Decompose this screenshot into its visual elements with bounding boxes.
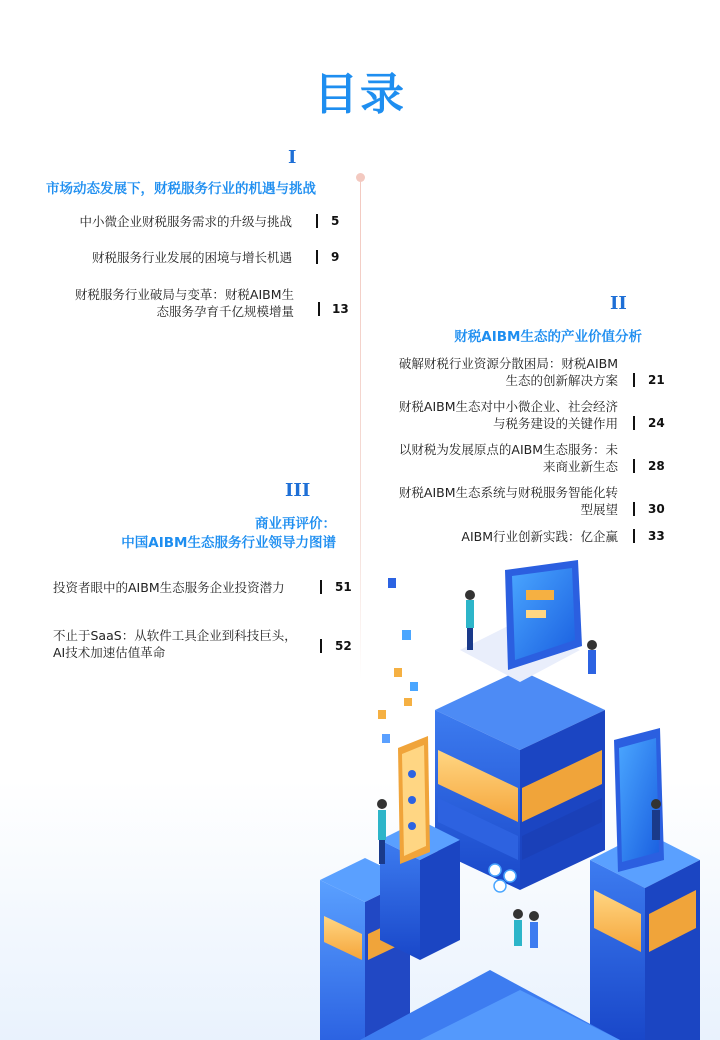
section-3-title-line: 中国AIBM生态服务行业领导力图谱 <box>121 535 336 551</box>
section-3-title <box>40 515 336 553</box>
toc-page-2-4[interactable]: 30 <box>648 502 665 516</box>
toc-page-2-1[interactable]: 21 <box>648 373 665 387</box>
right-tower <box>590 728 700 1040</box>
toc-page-1-3[interactable]: 13 <box>332 302 349 316</box>
toc-entry-3-2[interactable] <box>53 627 315 661</box>
phone-panel <box>398 736 430 864</box>
toc-page-3-1[interactable]: 51 <box>335 580 352 594</box>
toc-page-2-3[interactable]: 28 <box>648 459 665 473</box>
floating-cubes <box>378 578 418 743</box>
toc-entry-line: 不止于SaaS：从软件工具企业到科技巨头， <box>53 628 297 643</box>
toc-entry-2-5[interactable]: AIBM行业创新实践：亿企赢 <box>461 529 618 544</box>
toc-entry-line: 态服务孕育千亿规模增量 <box>156 304 294 319</box>
page-separator <box>633 373 635 387</box>
toc-entry-1-2[interactable]: 财税服务行业发展的困境与增长机遇 <box>91 250 292 265</box>
section-1-title: 市场动态发展下，财税服务行业的机遇与挑战 <box>46 181 316 197</box>
toc-entry-line: 财税AIBM生态系统与财税服务智能化转 <box>398 485 618 500</box>
toc-entry-line: 财税服务行业破局与变革：财税AIBM生 <box>74 287 294 302</box>
toc-page-1-1[interactable]: 5 <box>331 214 340 228</box>
section-2-numeral: II <box>610 293 627 314</box>
divider-dot <box>356 173 365 182</box>
toc-entry-3-1[interactable]: 投资者眼中的AIBM生态服务企业投资潜力 <box>53 580 285 595</box>
section-2-title: 财税AIBM生态的产业价值分析 <box>454 329 642 345</box>
page-separator <box>633 416 635 430</box>
toc-entry-1-3[interactable] <box>30 286 294 320</box>
toc-entry-line: 生态的创新解决方案 <box>505 373 618 388</box>
toc-entry-line: 财税AIBM生态对中小微企业、社会经济 <box>398 399 618 414</box>
section-3-title-line: 商业再评价： <box>255 516 336 532</box>
toc-page-2-5[interactable]: 33 <box>648 529 665 543</box>
toc-entry-2-2[interactable] <box>372 398 618 432</box>
section-3-numeral: III <box>285 480 311 501</box>
section-1-numeral: I <box>288 147 297 168</box>
page-separator <box>318 302 320 316</box>
toc-entry-2-4[interactable] <box>372 484 618 518</box>
page-separator <box>633 502 635 516</box>
isometric-data-center-illustration <box>320 560 720 1040</box>
toc-entry-2-1[interactable] <box>372 355 618 389</box>
toc-entry-line: 来商业新生态 <box>542 459 618 474</box>
page-title: 目录 <box>314 69 406 120</box>
toc-page-2-2[interactable]: 24 <box>648 416 665 430</box>
toc-entry-2-3[interactable] <box>372 441 618 475</box>
page-separator <box>316 214 318 228</box>
toc-entry-line: AI技术加速估值革命 <box>53 645 166 660</box>
toc-entry-line: 型展望 <box>580 502 618 517</box>
toc-entry-line: 以财税为发展原点的AIBM生态服务：未 <box>398 442 618 457</box>
toc-entry-line: 与税务建设的关键作用 <box>492 416 618 431</box>
toc-entry-1-1[interactable]: 中小微企业财税服务需求的升级与挑战 <box>79 214 292 229</box>
page-separator <box>633 459 635 473</box>
page-separator <box>316 250 318 264</box>
laptop <box>460 560 582 682</box>
central-tower <box>435 670 605 890</box>
toc-entry-line: 破解财税行业资源分散困局：财税AIBM <box>398 356 618 371</box>
toc-page-1-2[interactable]: 9 <box>331 250 340 264</box>
toc-page-3-2[interactable]: 52 <box>335 639 352 653</box>
page-separator <box>633 529 635 543</box>
